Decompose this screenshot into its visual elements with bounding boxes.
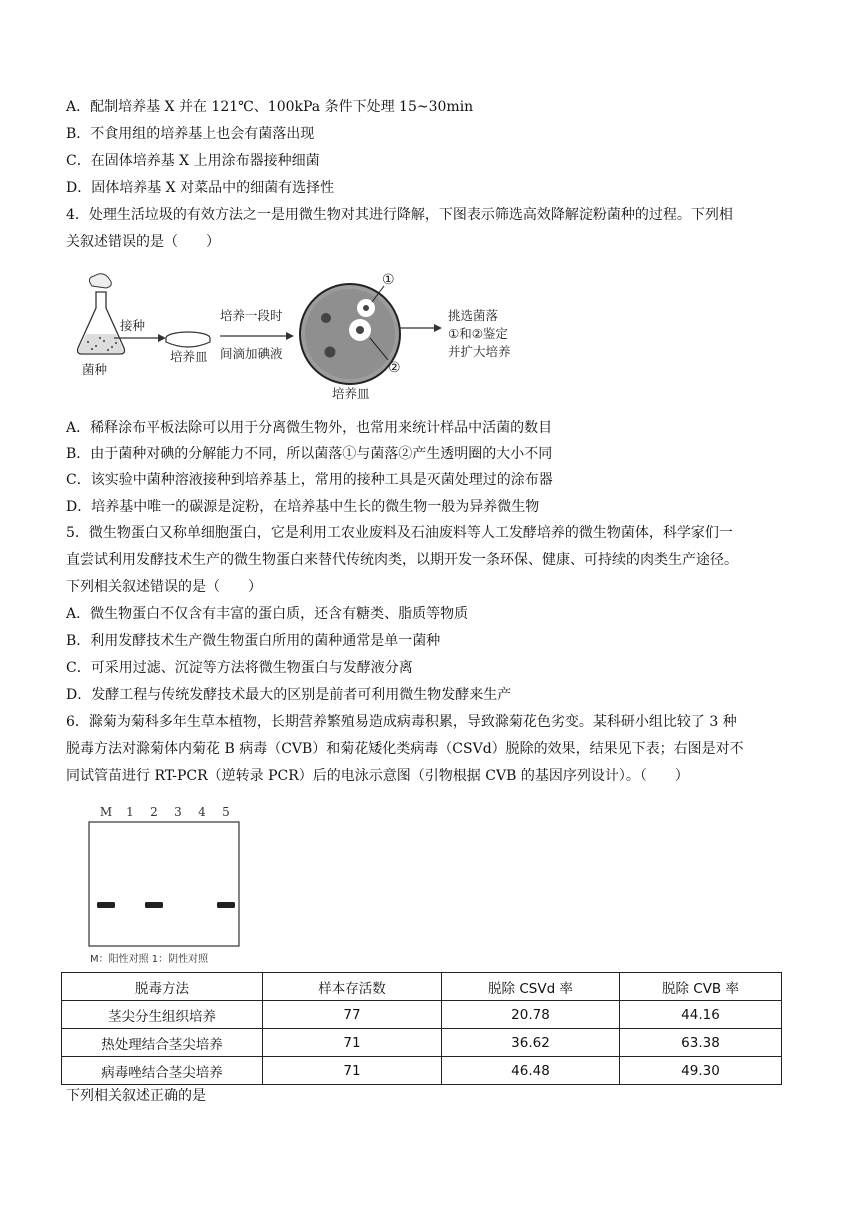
q5-option-a: A．微生物蛋白不仅含有丰富的蛋白质，还含有糖类、脂质等物质 (66, 606, 469, 622)
electrophoresis-gel (88, 802, 258, 967)
cell-csvd-rate: 46.48 (442, 1057, 620, 1085)
cell-csvd-rate: 36.62 (442, 1029, 620, 1057)
cell-cvb-rate: 49.30 (620, 1057, 782, 1085)
q4-option-c: C．该实验中菌种溶液接种到培养基上，常用的接种工具是灭菌处理过的涂布器 (66, 472, 553, 488)
q4-option-a: A．稀释涂布平板法除可以用于分离微生物外，也常用来统计样品中活菌的数目 (66, 420, 553, 436)
gel-band (145, 902, 163, 908)
cell-method: 茎尖分生组织培养 (62, 1001, 263, 1029)
cell-cvb-rate: 63.38 (620, 1029, 782, 1057)
gel-band (217, 902, 235, 908)
cell-survival: 71 (263, 1057, 442, 1085)
flask-label: 菌种 (82, 362, 108, 377)
cell-survival: 71 (263, 1029, 442, 1057)
colony-1-label: ① (382, 272, 395, 288)
table-row (62, 1057, 782, 1085)
cell-csvd-rate: 20.78 (442, 1001, 620, 1029)
result-label-3: 并扩大培养 (448, 344, 511, 359)
table-row (62, 1029, 782, 1057)
petri-dish-icon (166, 332, 210, 347)
table-row (62, 1001, 782, 1029)
cell-method: 热处理结合茎尖培养 (62, 1029, 263, 1057)
q5-stem-line-1: 5．微生物蛋白又称单细胞蛋白，它是利用工农业废料及石油废料等人工发酵培养的微生物菌体，科学家们一 (66, 525, 733, 541)
q4-option-b: B．由于菌种对碘的分解能力不同，所以菌落①与菌落②产生透明圈的大小不同 (66, 446, 553, 462)
cell-cvb-rate: 44.16 (620, 1001, 782, 1029)
dish-2-label: 培养皿 (332, 386, 370, 401)
q5-option-c: C．可采用过滤、沉淀等方法将微生物蛋白与发酵液分离 (66, 660, 413, 676)
q6-stem-line-1: 6．滁菊为菊科多年生草本植物，长期营养繁殖易造成病毒积累，导致滁菊花色劣变。某科研小组比较了 3 种 (66, 714, 737, 730)
cell-survival: 77 (263, 1001, 442, 1029)
culture-label-2: 间滴加碘液 (220, 346, 283, 361)
table-header-row (62, 973, 782, 1001)
q3-option-a: A．配制培养基 X 并在 121℃、100kPa 条件下处理 15~30min (66, 99, 474, 115)
gel-caption: M：阳性对照 1：阴性对照 (90, 954, 209, 965)
q4-stem-line-2: 关叙述错误的是（ ） (66, 234, 220, 250)
gel-lane-label: 1 (126, 805, 134, 819)
q3-option-d: D．固体培养基 X 对菜品中的细菌有选择性 (66, 180, 335, 196)
q5-stem-line-3: 下列相关叙述错误的是（ ） (66, 579, 262, 595)
q4-stem-line-1: 4．处理生活垃圾的有效方法之一是用微生物对其进行降解，下图表示筛选高效降解淀粉菌种的过程。下列相 (66, 207, 733, 223)
gel-lane-label: 4 (198, 805, 206, 819)
cell-method: 病毒唑结合茎尖培养 (62, 1057, 263, 1085)
header-csvd-rate: 脱除 CSVd 率 (442, 973, 620, 1001)
dish-1-label: 培养皿 (170, 349, 208, 364)
header-survival: 样本存活数 (263, 973, 442, 1001)
flask-icon (78, 274, 125, 354)
q3-option-c: C．在固体培养基 X 上用涂布器接种细菌 (66, 153, 320, 169)
gel-lane-label: M (99, 805, 113, 819)
q6-stem-line-3: 同试管苗进行 RT-PCR（逆转录 PCR）后的电泳示意图（引物根据 CVB 的基因序列设计）。（ ） (66, 768, 689, 784)
detox-results-table (61, 972, 782, 1085)
q5-stem-line-2: 直尝试利用发酵技术生产的微生物蛋白来替代传统肉类，以期开发一条环保、健康、可持续的肉类生产途径。 (66, 552, 738, 568)
gel-lane-label: 5 (222, 805, 230, 819)
starch-screening-diagram (70, 268, 550, 408)
q4-option-d: D．培养基中唯一的碳源是淀粉，在培养基中生长的微生物一般为异养微生物 (66, 499, 540, 515)
result-label-2: ①和②鉴定 (448, 326, 508, 341)
q6-followup: 下列相关叙述正确的是 (66, 1088, 206, 1104)
gel-lane-label: 3 (174, 805, 182, 819)
colony-2-label: ② (388, 360, 401, 376)
gel-band (97, 902, 115, 908)
result-label-1: 挑选菌落 (448, 308, 499, 323)
q6-stem-line-2: 脱毒方法对滁菊体内菊花 B 病毒（CVB）和菊花矮化类病毒（CSVd）脱除的效果，结果见下表；右图是对不 (66, 741, 744, 757)
q5-option-d: D．发酵工程与传统发酵技术最大的区别是前者可利用微生物发酵来生产 (66, 687, 512, 703)
q5-option-b: B．利用发酵技术生产微生物蛋白所用的菌种通常是单一菌种 (66, 633, 441, 649)
gel-lane-label: 2 (150, 805, 158, 819)
header-cvb-rate: 脱除 CVB 率 (620, 973, 782, 1001)
inoculate-label: 接种 (120, 318, 146, 333)
culture-label-1: 培养一段时 (220, 308, 283, 323)
q3-option-b: B．不食用组的培养基上也会有菌落出现 (66, 126, 315, 142)
header-method: 脱毒方法 (62, 973, 263, 1001)
iodine-plate (300, 284, 400, 384)
